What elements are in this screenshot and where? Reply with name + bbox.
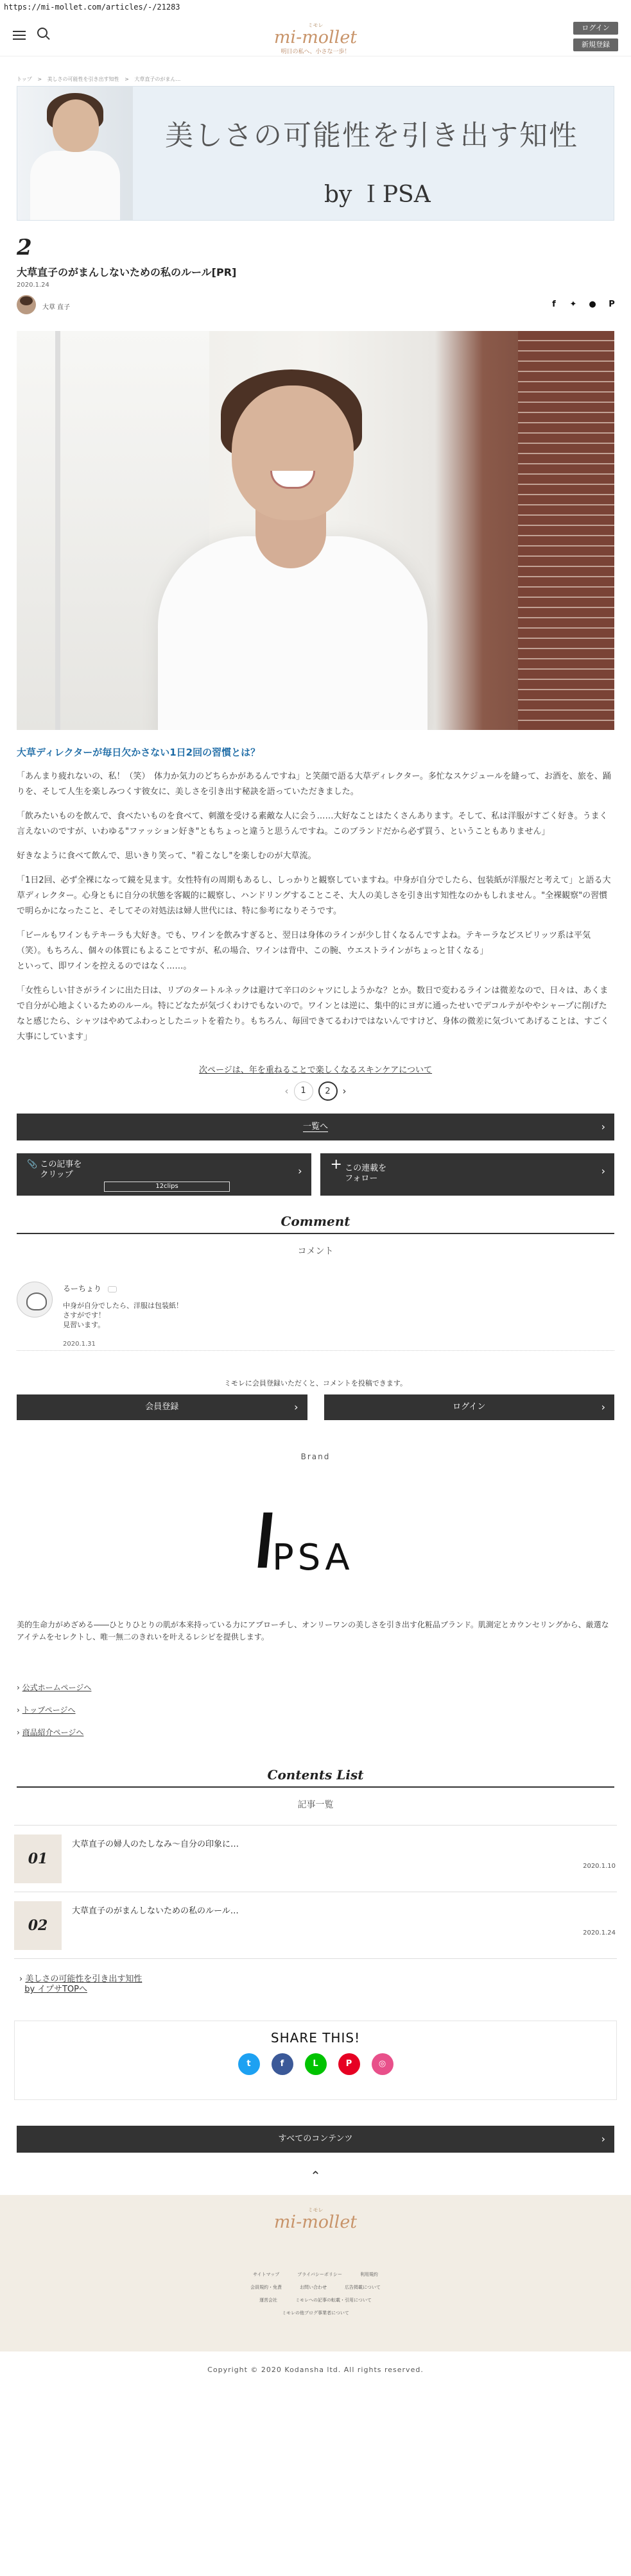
paragraph: 「1日2回、必ず全裸になって鏡を見ます。女性特有の周期もあるし、しっかりと観察していますね。中身が自分でしたら、包装紙が洋服だと考えて」と語る大草ディレクター。心身ともに自分の状態を客観的に観察し、ハンドリングすることこそ、大人の美しさを引き出す知性なのかもしれません。"全裸観察"の習慣で明らかになったこと、そしてその対処法は婦人世代には、特に参考になりそうです。 (17, 876, 611, 916)
next-page-link[interactable]: 次ページは、年を重ねることで楽しくなるスキンケアについて (198, 1065, 433, 1075)
footer-logo[interactable] (0, 2207, 631, 2232)
brand-link[interactable]: › 公式ホームページへ (17, 1683, 92, 1692)
all-contents-button[interactable] (17, 2126, 614, 2153)
site-logo[interactable] (0, 22, 631, 55)
url-bar[interactable]: https://mi-mollet.com/articles/-/21283 (4, 3, 180, 12)
list-button[interactable] (17, 1114, 614, 1140)
logo-ruby: ミモレ (307, 2207, 324, 2213)
footer-link[interactable]: 会員規約・免責 (250, 2285, 282, 2290)
footer-link[interactable]: お問い合わせ (300, 2285, 327, 2290)
article-title: 大草直子のがまんしないための私のルール[PR] (17, 266, 237, 278)
hero-photo (17, 331, 614, 730)
footer-link[interactable]: プライバシーポリシー (297, 2272, 342, 2277)
brand-logo[interactable] (0, 1461, 631, 1615)
breadcrumb-item: 大草直子のがまん… (134, 76, 181, 82)
chevron-right-icon: › (601, 1114, 605, 1141)
paragraph: 「女性らしい甘さがラインに出た日は、リブのタートルネックは避けて辛口のシャツにしようかな？とか。数日で変わるラインは微差なので、日々は、あくまで自分が心地よくいるためのルール。特にどなたが気づくわけでもないので。ワインとは逆に、集中的にヨガに通ったせいでデコルテがややシャープに削げたなと感じたら、シャツはやめてふわっとしたニットを着たり。もちろん、毎回できてるわけではないんですけど、身体の微差に気づいてあげることは、すごく大事にしています」 (17, 986, 609, 1042)
page-link[interactable]: 1 (294, 1081, 313, 1101)
facebook-icon[interactable]: f (272, 2053, 293, 2075)
footer-link[interactable]: 運営会社 (259, 2298, 278, 2303)
commenter-name: るーちょり (63, 1284, 102, 1293)
all-contents-label: すべてのコンテンツ (278, 2134, 353, 2144)
register-button[interactable]: 新規登録 (573, 38, 618, 51)
line-icon[interactable]: L (305, 2053, 327, 2075)
contents-list (14, 1825, 617, 1959)
paragraph: 好きなように食べて飲んで、思いきり笑って、"着こなし"を楽しむのが大草流。 (17, 851, 316, 861)
login-label: ログイン (453, 1402, 486, 1412)
footer-link[interactable]: 広告掲載について (345, 2285, 381, 2290)
share-icons (549, 299, 617, 309)
series-top-link[interactable]: › 美しさの可能性を引き出す知性 by イプサTOPへ (19, 1974, 143, 1994)
logo-name: mi-mollet (273, 28, 358, 47)
breadcrumb-item[interactable]: 美しさの可能性を引き出す知性 (47, 76, 119, 82)
paragraph: 「あんまり疲れないの、私！（笑） 体力か気力のどちらかがあるんですね」と笑顔で語る大草ディレクター。多忙なスケジュールを縫って、お酒を、旅を、踊りを、そして人生を楽しみつくす彼女に、美しさを引き出す秘訣を語っていただきました。 (17, 772, 611, 797)
pinterest-icon[interactable]: P (609, 299, 615, 309)
author-avatar[interactable] (17, 295, 36, 314)
article-body (0, 759, 631, 1045)
share-box (14, 2021, 617, 2100)
commenter-avatar (17, 1282, 53, 1318)
contents-heading: 記事一覧 (297, 1800, 334, 1810)
paragraph: 「飲みたいものを飲んで、食べたいものを食べて、刺激を受ける素敵な人に会う……大好なことはたくさんあります。そして、私は洋服がすごく好き。うまく言えないのですが、いわゆる"ファッション好き"ともちょっと違うと思うんですね。このブランドだから必ず買う、ということもありません」 (17, 811, 608, 836)
page-current[interactable]: 2 (318, 1081, 338, 1101)
brand-label: Brand (300, 1452, 331, 1461)
breadcrumb-item[interactable]: トップ (17, 76, 32, 82)
page-number: 2 (17, 235, 32, 260)
follow-button[interactable] (320, 1153, 615, 1196)
twitter-icon[interactable]: t (238, 2053, 260, 2075)
logo-name: mi-mollet (273, 2212, 358, 2232)
chevron-right-icon: › (294, 1401, 298, 1413)
share-buttons (15, 2053, 616, 2075)
brand-links (0, 1643, 631, 1738)
item-title: 大草直子のがまんしないための私のルール… (72, 1906, 239, 1916)
banner-photo (17, 87, 133, 221)
brand-link[interactable]: › トップページへ (17, 1706, 76, 1715)
footer-link[interactable]: 利用規約 (359, 2272, 378, 2277)
clip-follow-row (17, 1153, 614, 1196)
item-date: 2020.1.24 (583, 1929, 616, 1936)
register-label: 会員登録 (145, 1402, 179, 1412)
share-title: SHARE THIS! (270, 2030, 361, 2046)
list-item[interactable] (14, 1901, 617, 1959)
clip-label: この記事を クリップ (40, 1160, 82, 1180)
item-number: 02 (14, 1901, 62, 1950)
member-login-button[interactable] (324, 1394, 615, 1420)
series-top-line2: by イプサTOPへ (24, 1985, 87, 1994)
logo-tagline: 明日の私へ、小さな一歩！ (281, 49, 350, 55)
comment-bubble-icon[interactable] (108, 1286, 117, 1292)
brand-logo-text: PSA (272, 1537, 354, 1579)
series-top-line1: 美しさの可能性を引き出す知性 (25, 1974, 143, 1984)
breadcrumb-separator: > (125, 76, 129, 82)
comment-item (17, 1282, 614, 1351)
instagram-icon[interactable]: ◎ (372, 2053, 393, 2075)
brand-description: 美的生命力がめざめる――ひとりひとりの肌が本来持っている力にアプローチし、オンリーワンの美しさを引き出す化粧品ブランド。肌測定とカウンセリングから、厳選なアイテムをセレクトし、唯一無二のきれいを叶えるレシピを提供します。 (17, 1620, 609, 1641)
pinterest-icon[interactable]: P (338, 2053, 360, 2075)
line-icon[interactable]: ● (589, 299, 596, 309)
logo-ruby: ミモレ (307, 22, 324, 28)
login-button[interactable]: ログイン (573, 22, 618, 35)
pagination (0, 1075, 631, 1101)
contents-heading-en: Contents List (267, 1767, 364, 1783)
brand-link[interactable]: › 商品紹介ページへ (17, 1728, 84, 1737)
author-name[interactable]: 大草 直子 (42, 304, 71, 311)
comment-date: 2020.1.31 (63, 1341, 96, 1348)
comment-text: 中身が自分でしたら、洋服は包装紙！ さすがです！ 見習います。 (63, 1301, 183, 1329)
banner-brand: by ＩPSA (324, 182, 431, 208)
footer-link[interactable]: ミモレへの記事の転載・引用について (295, 2298, 372, 2303)
follow-label: この連載を フォロー (345, 1164, 387, 1183)
footer-link[interactable]: サイトマップ (253, 2272, 280, 2277)
site-footer (0, 2195, 631, 2351)
next-arrow-icon[interactable]: › (342, 1085, 347, 1097)
chevron-right-icon: › (601, 2133, 605, 2145)
series-banner[interactable] (17, 86, 614, 221)
member-register-button[interactable] (17, 1394, 307, 1420)
twitter-icon[interactable]: ✦ (569, 299, 577, 309)
list-button-label: 一覧へ (302, 1122, 328, 1131)
comment-note: ミモレに会員登録いただくと、コメントを投稿できます。 (223, 1379, 408, 1387)
breadcrumb-separator: > (37, 76, 42, 82)
comment-heading-en: Comment (281, 1214, 350, 1229)
chevron-right-icon: › (601, 1165, 605, 1177)
brand-logo-mark (257, 1513, 272, 1568)
back-to-top-icon[interactable]: ⌃ (310, 2168, 321, 2183)
banner-title: 美しさの可能性を引き出す知性 (165, 119, 578, 152)
footer-links (0, 2268, 631, 2319)
comment-heading: コメント (297, 1246, 334, 1257)
facebook-icon[interactable]: f (552, 299, 556, 309)
article-subheading: 大草ディレクターが毎日欠かさない1日2回の習慣とは？ (17, 747, 261, 758)
prev-arrow-icon[interactable]: ‹ (284, 1085, 289, 1097)
article-date: 2020.1.24 (17, 282, 49, 289)
copyright: Copyright © 2020 Kodansha ltd. All rights reserved. (207, 2366, 424, 2374)
site-header (0, 15, 631, 56)
paragraph: 「ビールもワインもテキーラも大好き。でも、ワインを飲みすぎると、翌日は身体のラインが少し甘くなるんですよね。テキーラなどスピリッツ系は平気（笑）。もちろん、個々の体質にもよることですが、私の場合、ワインは背中、この腕、ウエストラインがちょっと甘くなる」 といって、即ワインを控えるのではなく……。 (17, 931, 591, 971)
auth-buttons (17, 1394, 614, 1420)
item-title: 大草直子の婦人のたしなみ～自分の印象に… (72, 1840, 239, 1849)
clip-button[interactable] (17, 1153, 311, 1196)
chevron-right-icon: › (298, 1165, 302, 1177)
author-row (0, 289, 631, 319)
plus-icon: + (330, 1157, 342, 1173)
breadcrumb (0, 56, 631, 82)
clip-count: 12clips (104, 1182, 230, 1192)
chevron-right-icon: › (601, 1401, 605, 1413)
item-number: 01 (14, 1835, 62, 1883)
footer-link[interactable]: ミモレの他ブログ事業者について (282, 2310, 349, 2316)
clip-icon: 📎 (27, 1160, 38, 1169)
item-date: 2020.1.10 (583, 1863, 616, 1870)
list-item[interactable] (14, 1835, 617, 1892)
